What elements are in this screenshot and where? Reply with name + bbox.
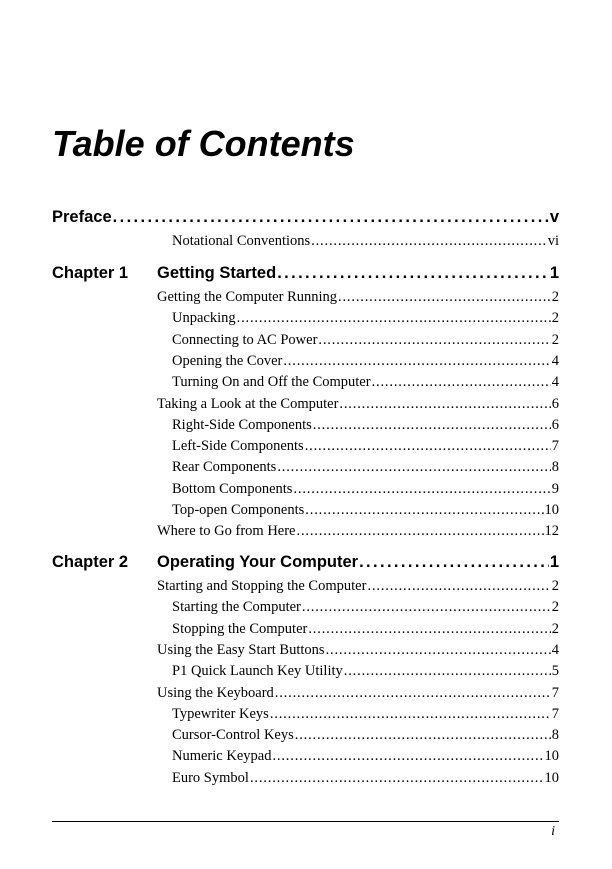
toc-entry-subsection[interactable] (172, 727, 559, 744)
dot-leader (270, 706, 551, 723)
entry-label: Left-Side Components (172, 438, 304, 455)
entry-label: Connecting to AC Power (172, 331, 318, 348)
toc-entry-subsection[interactable] (172, 417, 559, 434)
entry-label: Bottom Components (172, 480, 293, 497)
entry-page-number: 2 (551, 310, 559, 327)
entry-label: Turning On and Off the Computer (172, 374, 371, 391)
entry-label: Numeric Keypad (172, 748, 272, 765)
dot-leader (272, 748, 543, 765)
toc-entry-subsection[interactable] (172, 233, 559, 250)
toc-entry-section[interactable] (157, 642, 559, 659)
entry-label: Rear Components (172, 459, 277, 476)
entry-page-number: 10 (544, 748, 559, 765)
dot-leader (277, 264, 549, 283)
dot-leader (277, 459, 550, 476)
entry-label: Euro Symbol (172, 769, 249, 786)
toc-entry-subsection[interactable] (172, 663, 559, 680)
entry-label: Opening the Cover (172, 352, 283, 369)
toc-entry-subsection[interactable] (172, 599, 559, 616)
toc-entry-subsection[interactable] (172, 748, 559, 765)
entry-page-number: v (549, 208, 559, 226)
entry-page-number: 9 (551, 480, 559, 497)
toc-entry-section[interactable] (157, 685, 559, 702)
entry-page-number: 8 (551, 727, 559, 744)
entry-page-number: 2 (551, 578, 559, 594)
entry-label: P1 Quick Launch Key Utility (172, 663, 343, 680)
dot-leader (359, 553, 549, 572)
entry-page-number: 2 (551, 599, 559, 616)
toc-entry-subsection[interactable] (172, 621, 559, 638)
entry-page-number: vi (547, 233, 559, 249)
toc-entry-section[interactable] (157, 523, 559, 540)
dot-leader (367, 578, 550, 595)
entry-page-number: 1 (549, 553, 559, 571)
entry-label: Typewriter Keys (172, 705, 269, 722)
entry-label: Taking a Look at the Computer (157, 395, 339, 412)
entry-label: Preface (52, 208, 112, 226)
page-title: Table of Contents (52, 123, 355, 164)
dot-leader (305, 502, 543, 519)
entry-page-number: 6 (551, 416, 559, 433)
dot-leader (308, 621, 550, 638)
dot-leader (113, 208, 549, 227)
entry-label: Starting the Computer (172, 599, 301, 616)
dot-leader (326, 642, 551, 659)
entry-page-number: 7 (551, 438, 559, 455)
toc-entry-chapter[interactable] (157, 264, 559, 283)
entry-label: Getting Started (157, 264, 277, 282)
dot-leader (338, 289, 551, 306)
entry-label: Unpacking (172, 310, 236, 327)
toc-entry-subsection[interactable] (172, 706, 559, 723)
dot-leader (283, 353, 550, 370)
entry-label: Top-open Components (172, 502, 305, 518)
entry-label: Operating Your Computer (157, 553, 359, 571)
entry-page-number: 4 (551, 374, 559, 391)
toc-entry-subsection[interactable] (172, 502, 559, 519)
entry-page-number: 4 (551, 352, 559, 369)
dot-leader (318, 332, 550, 349)
toc-entry-section[interactable] (157, 289, 559, 306)
dot-leader (250, 770, 544, 787)
dot-leader (313, 417, 551, 434)
chapter-number: Chapter 1 (52, 264, 129, 282)
toc-entry-section[interactable] (157, 396, 559, 413)
entry-page-number: 10 (544, 769, 559, 786)
entry-page-number: 12 (544, 523, 559, 540)
entry-label: Notational Conventions (172, 233, 311, 249)
dot-leader (344, 663, 551, 680)
footer-rule (52, 821, 559, 822)
entry-page-number: 4 (551, 641, 559, 658)
dot-leader (295, 727, 551, 744)
entry-page-number: 1 (549, 264, 559, 282)
entry-page-number: 2 (551, 289, 559, 305)
entry-label: Right-Side Components (172, 416, 312, 433)
entry-label: Where to Go from Here (157, 523, 296, 540)
dot-leader (275, 685, 551, 702)
entry-page-number: 10 (544, 502, 559, 518)
toc-entry-chapter[interactable] (157, 553, 559, 572)
dot-leader (311, 233, 547, 250)
dot-leader (237, 310, 551, 327)
entry-page-number: 7 (551, 684, 559, 701)
entry-page-number: 5 (551, 663, 559, 680)
toc-entry-preface[interactable] (52, 208, 559, 227)
entry-label: Using the Easy Start Buttons (157, 641, 325, 658)
entry-page-number: 8 (551, 459, 559, 476)
entry-page-number: 2 (551, 331, 559, 348)
entry-label: Stopping the Computer (172, 620, 308, 637)
entry-page-number: 7 (551, 705, 559, 722)
entry-page-number: 2 (551, 620, 559, 637)
dot-leader (305, 438, 551, 455)
toc-entry-subsection[interactable] (172, 332, 559, 349)
dot-leader (297, 523, 544, 540)
toc-entry-subsection[interactable] (172, 438, 559, 455)
chapter-number: Chapter 2 (52, 553, 129, 571)
entry-label: Using the Keyboard (157, 684, 274, 701)
entry-label: Getting the Computer Running (157, 289, 338, 305)
dot-leader (293, 481, 550, 498)
entry-label: Starting and Stopping the Computer (157, 578, 367, 594)
toc-entry-subsection[interactable] (172, 310, 559, 327)
entry-page-number: 6 (551, 395, 559, 412)
toc-entry-subsection[interactable] (172, 481, 559, 498)
toc-entry-subsection[interactable] (172, 353, 559, 370)
dot-leader (339, 396, 550, 413)
dot-leader (302, 599, 551, 616)
dot-leader (372, 374, 551, 391)
entry-label: Cursor-Control Keys (172, 727, 294, 744)
toc-entry-subsection[interactable] (172, 770, 559, 787)
toc-entry-subsection[interactable] (172, 459, 559, 476)
toc-entry-subsection[interactable] (172, 374, 559, 391)
page-number: i (551, 824, 555, 839)
toc-entry-section[interactable] (157, 578, 559, 595)
